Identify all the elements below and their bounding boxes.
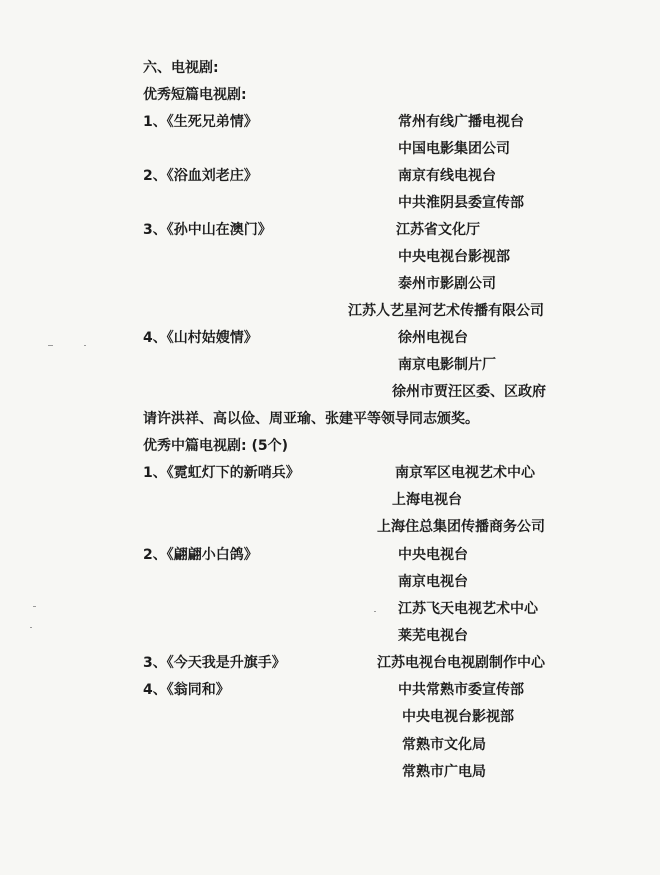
short-entry-3-org-4: 江苏人艺星河艺术传播有限公司 bbox=[348, 303, 544, 319]
medium-entry-3-org-1: 江苏电视台电视剧制作中心 bbox=[377, 655, 545, 671]
medium-entry-1-org-3: 上海住总集团传播商务公司 bbox=[377, 519, 545, 535]
medium-entry-3-title: 3、《今天我是升旗手》 bbox=[143, 655, 286, 671]
medium-entry-4-org-1: 中共常熟市委宣传部 bbox=[398, 682, 524, 698]
scan-speck bbox=[33, 606, 36, 607]
scan-speck bbox=[48, 345, 53, 346]
short-entry-1-org-1: 常州有线广播电视台 bbox=[398, 114, 524, 130]
scan-speck bbox=[374, 611, 376, 612]
short-entry-4-org-3: 徐州市贾汪区委、区政府 bbox=[392, 384, 546, 400]
short-entry-3-org-3: 泰州市影剧公司 bbox=[398, 276, 496, 292]
short-entry-3-org-2: 中央电视台影视部 bbox=[398, 249, 510, 265]
medium-entry-2-org-2: 南京电视台 bbox=[398, 574, 468, 590]
medium-entry-2-org-4: 莱芜电视台 bbox=[398, 628, 468, 644]
scan-speck bbox=[30, 627, 32, 628]
short-entry-3-title: 3、《孙中山在澳门》 bbox=[143, 222, 272, 238]
award-note: 请许洪祥、高以俭、周亚瑜、张建平等领导同志颁奖。 bbox=[143, 411, 479, 427]
medium-entry-4-org-4: 常熟市广电局 bbox=[402, 764, 486, 780]
short-entry-3-org-1: 江苏省文化厅 bbox=[396, 222, 480, 238]
scan-speck bbox=[84, 345, 86, 346]
short-entry-1-title: 1、《生死兄弟情》 bbox=[143, 114, 258, 130]
short-entry-1-org-2: 中国电影集团公司 bbox=[398, 141, 510, 157]
medium-entry-1-org-2: 上海电视台 bbox=[392, 492, 462, 508]
medium-entry-4-title: 4、《翁同和》 bbox=[143, 682, 230, 698]
short-entry-2-title: 2、《浴血刘老庄》 bbox=[143, 168, 258, 184]
short-entry-4-title: 4、《山村姑嫂情》 bbox=[143, 330, 258, 346]
medium-entry-1-org-1: 南京军区电视艺术中心 bbox=[395, 465, 535, 481]
short-drama-heading: 优秀短篇电视剧: bbox=[143, 87, 247, 103]
medium-entry-2-org-3: 江苏飞天电视艺术中心 bbox=[398, 601, 538, 617]
short-entry-2-org-1: 南京有线电视台 bbox=[398, 168, 496, 184]
medium-entry-2-org-1: 中央电视台 bbox=[398, 547, 468, 563]
short-entry-4-org-1: 徐州电视台 bbox=[398, 330, 468, 346]
medium-entry-2-title: 2、《翩翩小白鸽》 bbox=[143, 547, 258, 563]
medium-entry-4-org-2: 中央电视台影视部 bbox=[402, 709, 514, 725]
medium-drama-heading: 优秀中篇电视剧: (5个) bbox=[143, 438, 289, 454]
short-entry-2-org-2: 中共淮阴县委宣传部 bbox=[398, 195, 524, 211]
medium-entry-4-org-3: 常熟市文化局 bbox=[402, 737, 486, 753]
section-title: 六、电视剧: bbox=[143, 60, 219, 76]
medium-entry-1-title: 1、《霓虹灯下的新哨兵》 bbox=[143, 465, 300, 481]
short-entry-4-org-2: 南京电影制片厂 bbox=[398, 357, 496, 373]
